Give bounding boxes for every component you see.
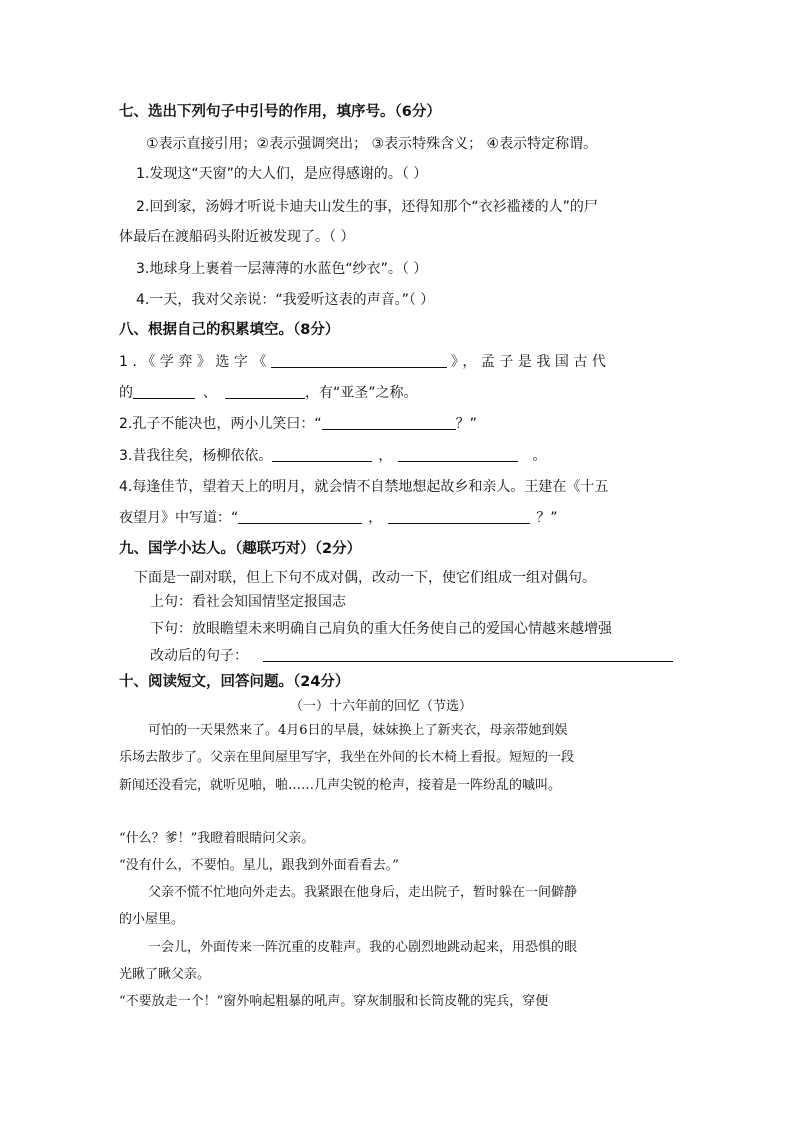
q1b-separator: 、 bbox=[203, 385, 217, 401]
passage-p1-line-2: 乐场去散步了。父亲在里间屋里写字，我坐在外间的长木椅上看报。短短的一段 bbox=[119, 750, 575, 765]
passage-p2: “什么？爹！”我瞪着眼睛问父亲。 bbox=[119, 831, 315, 846]
section-7-question-1: 1.发现这“天窗”的大人们，是应得感谢的。（ ） bbox=[136, 166, 428, 182]
q4-separator: ， bbox=[368, 510, 383, 526]
blank-2[interactable] bbox=[133, 384, 195, 399]
blank-7[interactable] bbox=[238, 509, 362, 524]
q3-prefix: 3.昔我往矣，杨柳依依。 bbox=[119, 448, 273, 464]
passage-p5-line-2: 光瞅了瞅父亲。 bbox=[119, 967, 211, 982]
passage-p5-line-1: 一会儿，外面传来一阵沉重的皮鞋声。我的心剧烈地跳动起来，用恐惧的眼 bbox=[148, 940, 578, 955]
q4-suffix: ？” bbox=[536, 510, 558, 526]
section-7-heading: 七、选出下列句子中引号的作用，填序号。（6分） bbox=[119, 104, 441, 120]
section-9-heading: 九、国学小达人。（趣联巧对）（2分） bbox=[119, 541, 362, 557]
section-7-options: ①表示直接引用；②表示强调突出； ③表示特殊含义； ④表示特定称谓。 bbox=[146, 136, 598, 152]
section-7-question-2-line-2: 体最后在渡船码头附近被发现了。（ ） bbox=[119, 229, 355, 245]
section-9-intro: 下面是一副对联，但上下句不成对偶，改动一下，使它们组成一组对偶句。 bbox=[134, 570, 596, 586]
section-9-upper-line: 上句：看社会知国情坚定报国志 bbox=[150, 594, 346, 610]
q2-prefix: 2.孔子不能决也，两小儿笑曰：“ bbox=[119, 416, 322, 432]
section-8-question-3 bbox=[119, 446, 546, 466]
q1-suffix: 》，孟子是我国古代 bbox=[450, 354, 611, 370]
q2-suffix: ？” bbox=[455, 416, 477, 432]
answer-line[interactable] bbox=[263, 661, 673, 662]
passage-title: （一）十六年前的回忆（节选） bbox=[290, 699, 473, 714]
section-7-question-2-line-1: 2.回到家，汤姆才听说卡迪夫山发生的事，还得知那个“衣衫褴褛的人”的尸 bbox=[136, 199, 598, 215]
section-7-question-3: 3.地球身上裹着一层薄薄的水蓝色“纱衣”。（ ） bbox=[136, 261, 428, 277]
passage-p4-line-2: 的小屋里。 bbox=[119, 912, 185, 927]
section-8-question-4-line-1: 4.每逢佳节，望着天上的明月，就会情不自禁地想起故乡和亲人。王建在《十五 bbox=[119, 479, 609, 495]
blank-6[interactable] bbox=[398, 447, 518, 462]
blank-5[interactable] bbox=[272, 447, 372, 462]
section-10-heading: 十、阅读短文，回答问题。（24分） bbox=[119, 674, 350, 690]
section-8-question-1-line-1 bbox=[119, 352, 610, 372]
passage-p1-line-3: 新闻还没看完，就听见啪，啪……几声尖锐的枪声，接着是一阵纷乱的嘁叫。 bbox=[119, 778, 562, 793]
section-9-lower-line: 下句：放眼瞻望未来明确自己肩负的重大任务使自己的爱国心情越来越增强 bbox=[150, 621, 612, 637]
section-8-question-4-line-2 bbox=[119, 508, 558, 528]
q1-prefix: 1.《学弈》选字《 bbox=[119, 354, 271, 370]
blank-4[interactable] bbox=[322, 415, 456, 430]
passage-p4-line-1: 父亲不慌不忙地向外走去。我紧跟在他身后，走出院子，暂时躲在一间僻静 bbox=[148, 885, 578, 900]
q4-prefix: 夜望月》中写道：“ bbox=[119, 510, 239, 526]
blank-3[interactable] bbox=[225, 384, 305, 399]
passage-p3: “没有什么，不要怕。星儿，跟我到外面看看去。” bbox=[119, 858, 399, 873]
section-8-heading: 八、根据自己的积累填空。（8分） bbox=[119, 322, 340, 338]
q3-separator: ， bbox=[378, 448, 393, 464]
q1b-suffix: ，有“亚圣”之称。 bbox=[305, 385, 418, 401]
section-8-question-1-line-2 bbox=[119, 383, 418, 403]
blank-8[interactable] bbox=[388, 509, 530, 524]
passage-p6: “不要放走一个！”窗外响起粗暴的吼声。穿灰制服和长筒皮靴的宪兵，穿便 bbox=[119, 994, 549, 1009]
blank-1[interactable] bbox=[271, 353, 447, 368]
q1b-prefix: 的 bbox=[119, 385, 133, 401]
q3-suffix: 。 bbox=[532, 448, 547, 464]
section-7-question-4: 4.一天，我对父亲说：“我爱听这表的声音。”（ ） bbox=[136, 292, 435, 308]
section-8-question-2 bbox=[119, 414, 477, 434]
passage-p1-line-1: 可怕的一天果然来了。4月6日的早晨，妹妹换上了新夹衣，母亲带她到娱 bbox=[148, 723, 568, 738]
section-9-answer-label: 改动后的句子： bbox=[150, 648, 248, 664]
